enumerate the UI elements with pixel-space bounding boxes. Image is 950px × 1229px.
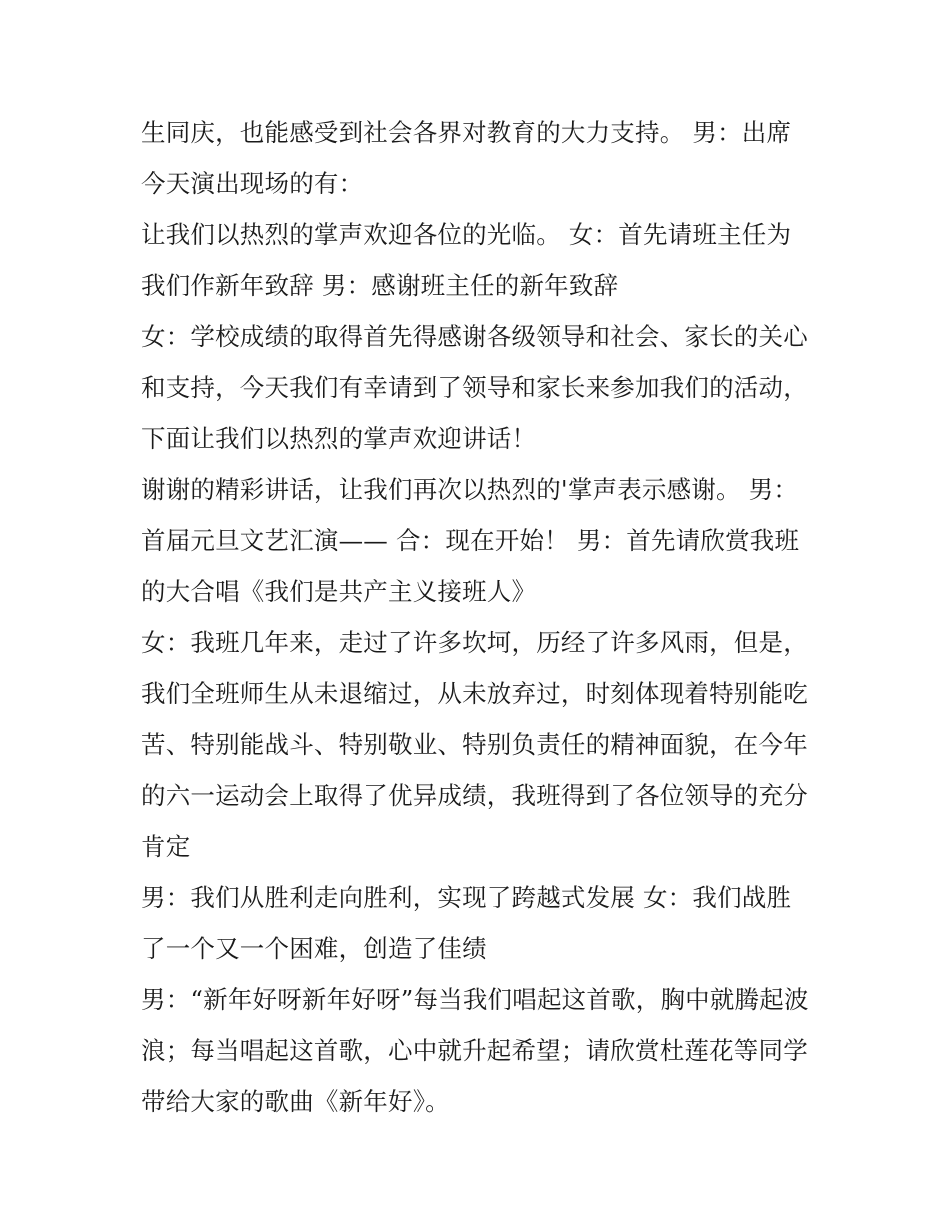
text-line: 带给大家的歌曲《新年好》。: [141, 1087, 450, 1116]
text-line: 浪；每当唱起这首歌，心中就升起希望；请欣赏杜莲花等同学: [141, 1036, 808, 1065]
text-line: 男：我们从胜利走向胜利，实现了跨越式发展 女：我们战胜: [141, 883, 792, 912]
text-line: 的大合唱《我们是共产主义接班人》: [141, 577, 537, 606]
text-line: 了一个又一个困难，创造了佳绩: [141, 934, 487, 963]
text-line: 让我们以热烈的掌声欢迎各位的光临。 女：首先请班主任为: [141, 220, 792, 249]
text-line: 的六一运动会上取得了优异成绩，我班得到了各位领导的充分: [141, 781, 808, 810]
text-line: 女：我班几年来，走过了许多坎坷，历经了许多风雨，但是，: [141, 628, 808, 657]
text-line: 首届元旦文艺汇演—— 合：现在开始！ 男：首先请欣赏我班: [141, 526, 800, 555]
text-line: 苦、特别能战斗、特别敬业、特别负责任的精神面貌，在今年: [141, 730, 808, 759]
text-line: 谢谢的精彩讲话，让我们再次以热烈的'掌声表示感谢。 男：: [141, 475, 799, 504]
text-line: 男：“新年好呀新年好呀”每当我们唱起这首歌，胸中就腾起波: [141, 985, 809, 1014]
text-line: 下面让我们以热烈的掌声欢迎讲话！: [141, 424, 537, 453]
text-line: 女：学校成绩的取得首先得感谢各级领导和社会、家长的关心: [141, 322, 808, 351]
text-line: 和支持，今天我们有幸请到了领导和家长来参加我们的活动，: [141, 373, 808, 402]
text-line: 生同庆，也能感受到社会各界对教育的大力支持。 男：出席: [141, 118, 792, 147]
text-line: 今天演出现场的有：: [141, 169, 364, 198]
document-text: [141, 107, 821, 1127]
text-line: 我们全班师生从未退缩过，从未放弃过，时刻体现着特别能吃: [141, 679, 808, 708]
text-line: 我们作新年致辞 男：感谢班主任的新年致辞: [141, 271, 619, 300]
text-line: 肯定: [141, 832, 191, 861]
